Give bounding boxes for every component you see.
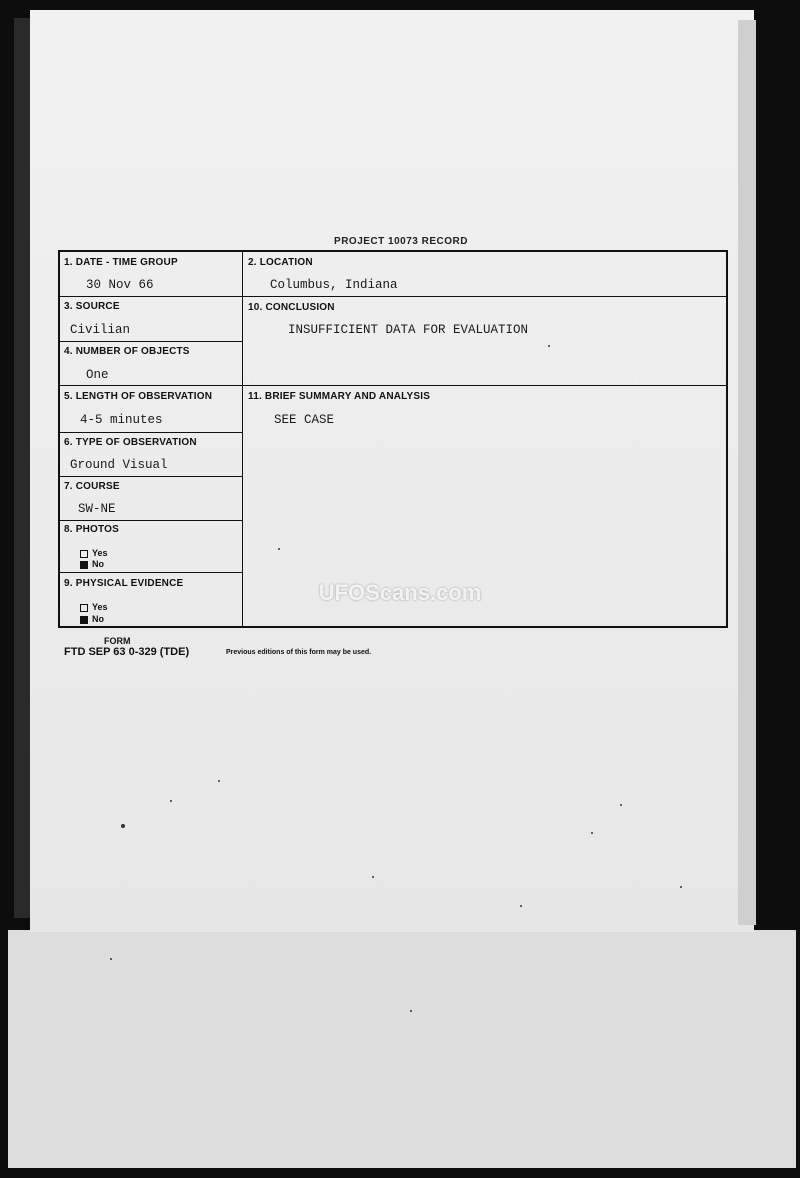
scan-speck: [548, 345, 550, 347]
physical-evidence-yes-option[interactable]: [80, 602, 108, 612]
scan-speck: [591, 832, 593, 834]
length-of-observation-value: 4-5 minutes: [80, 413, 163, 427]
physical-evidence-label: 9. PHYSICAL EVIDENCE: [64, 578, 184, 589]
scan-speck: [278, 548, 280, 550]
scan-speck: [110, 958, 112, 960]
type-of-observation-label: 6. TYPE OF OBSERVATION: [64, 437, 197, 448]
source-label: 3. SOURCE: [64, 301, 120, 312]
physical-evidence-no-option[interactable]: [80, 614, 104, 624]
page-edge: [738, 20, 756, 925]
scan-speck: [520, 905, 522, 907]
scan-speck: [680, 886, 682, 888]
source-cell: [60, 297, 242, 341]
date-time-group-value: 30 Nov 66: [86, 278, 154, 292]
conclusion-cell: [244, 297, 726, 385]
physical-evidence-yes-label: Yes: [92, 602, 108, 612]
number-of-objects-cell: [60, 342, 242, 385]
physical-evidence-cell: [60, 573, 242, 626]
background-surface: [8, 930, 796, 1168]
conclusion-label: 10. CONCLUSION: [248, 302, 335, 313]
photos-cell: [60, 521, 242, 572]
photos-label: 8. PHOTOS: [64, 524, 119, 535]
brief-summary-value: SEE CASE: [274, 413, 335, 427]
record-form-grid: [58, 250, 728, 628]
photos-yes-option[interactable]: [80, 548, 108, 558]
footer-form-label: FORM: [104, 636, 131, 646]
date-time-group-label: 1. DATE - TIME GROUP: [64, 257, 178, 268]
location-label: 2. LOCATION: [248, 257, 313, 268]
course-label: 7. COURSE: [64, 481, 120, 492]
type-of-observation-cell: [60, 433, 242, 476]
location-cell: [244, 252, 726, 296]
course-value: SW-NE: [78, 502, 116, 516]
date-time-group-cell: [60, 252, 242, 296]
photos-yes-label: Yes: [92, 548, 108, 558]
type-of-observation-value: Ground Visual: [70, 458, 168, 472]
scan-speck: [410, 1010, 412, 1012]
scan-speck: [218, 780, 220, 782]
scan-speck: [121, 824, 125, 828]
column-divider: [242, 252, 243, 626]
footer-form-id: FTD SEP 63 0-329 (TDE): [64, 646, 190, 658]
photos-no-label: No: [92, 559, 104, 569]
length-of-observation-label: 5. LENGTH OF OBSERVATION: [64, 391, 213, 402]
physical-evidence-no-label: No: [92, 614, 104, 624]
scan-speck: [170, 800, 172, 802]
photos-yes-checkbox[interactable]: [80, 550, 88, 558]
number-of-objects-label: 4. NUMBER OF OBJECTS: [64, 346, 190, 357]
footer-note: Previous editions of this form may be used.: [226, 649, 372, 656]
number-of-objects-value: One: [86, 368, 109, 382]
brief-summary-label: 11. BRIEF SUMMARY AND ANALYSIS: [248, 391, 431, 402]
photos-no-checkbox[interactable]: [80, 561, 88, 569]
scan-speck: [620, 804, 622, 806]
form-header: PROJECT 10073 RECORD: [334, 236, 468, 247]
watermark: UFOScans.com: [318, 580, 482, 605]
conclusion-value: INSUFFICIENT DATA FOR EVALUATION: [288, 323, 529, 337]
location-value: Columbus, Indiana: [270, 278, 398, 292]
source-value: Civilian: [70, 323, 131, 337]
course-cell: [60, 477, 242, 520]
length-of-observation-cell: [60, 386, 242, 432]
physical-evidence-yes-checkbox[interactable]: [80, 604, 88, 612]
physical-evidence-no-checkbox[interactable]: [80, 616, 88, 624]
photos-no-option[interactable]: [80, 559, 104, 569]
scan-speck: [372, 876, 374, 878]
